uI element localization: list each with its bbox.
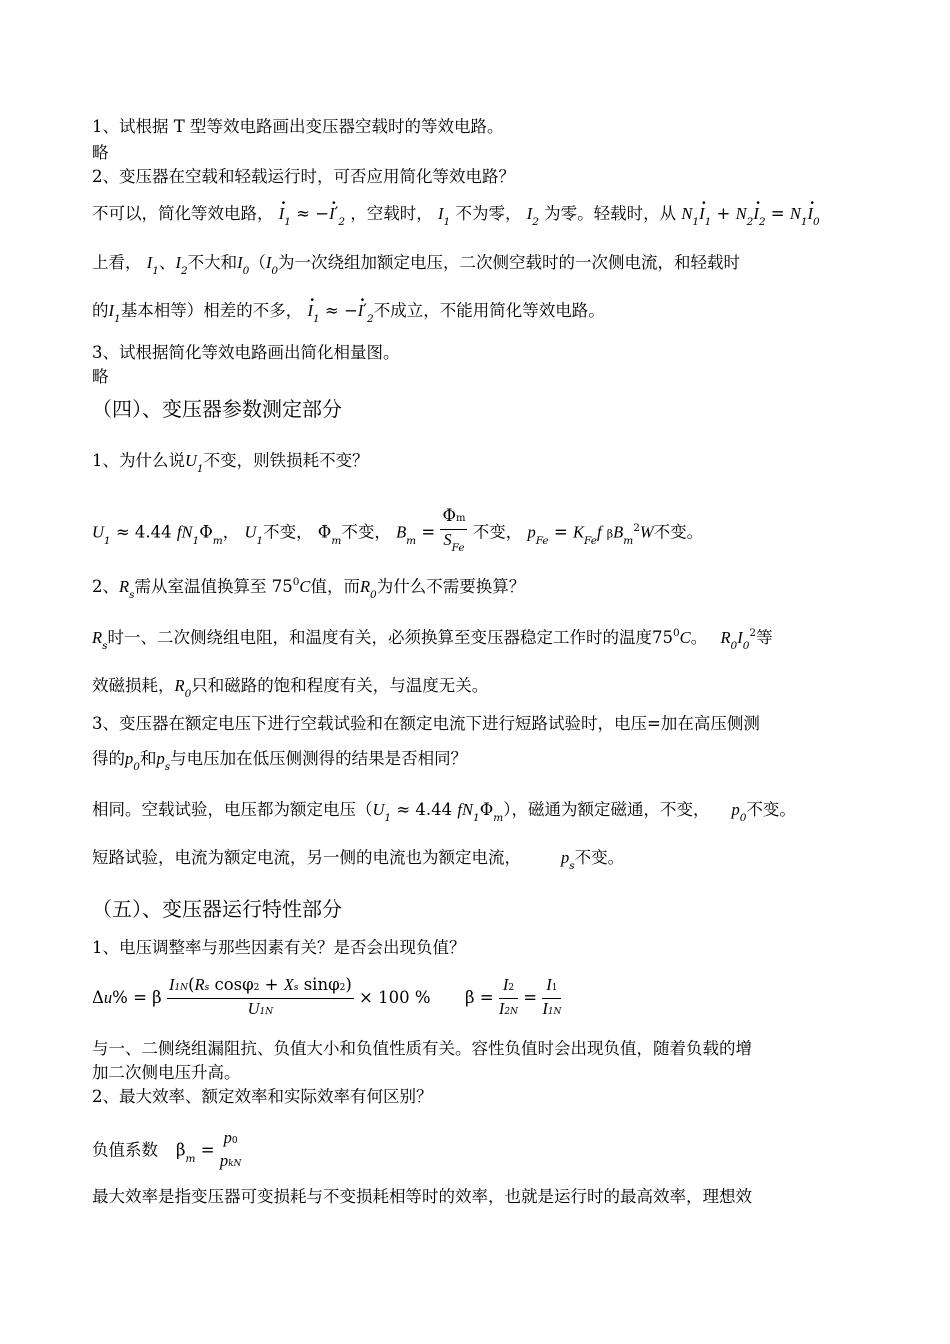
answer-2-line-3: 的$I_1$基本相等）相差的不多， · $I_1$ ≈ −· $I'_2$不成立，不能用简化等效电路。 <box>92 300 605 324</box>
section5-question-2: 2、最大效率、额定效率和实际效率有何区别？ <box>92 1087 433 1106</box>
section4-question-1: 1、为什么说$U_1$不变，则铁损耗不变？ <box>92 451 369 475</box>
answer-2-line-2: 上看， $I_1$、$I_2$不大和$I_0(I_0$为一次绕组加额定电压，二次侧空载时的一次侧电流，和轻载时 <box>92 253 740 277</box>
load-factor-formula: 负值系数 $\beta_m$ = p0 pkN <box>92 1128 242 1170</box>
question-3: 3、试根据简化等效电路画出简化相量图。 <box>92 343 400 362</box>
section4-answer-1: $U_1 \approx 4.44$ $fN_1\Phi_m$， $U_1$不变， $\Phi_m$不变， $B_m$ = $\frac{\Phi m}{S_{Fe}}$ 不变， $p_{Fe} = K_{Fe}f$ $\beta B_m^2W$不变。 <box>92 506 704 554</box>
voltage-regulation-formula: Δu% = β $\frac{\text{I1N(Rs cosφ2 + Xs sinφ2)}}{U1N}$ × 100 % β = $\frac{I2}{I2N}$ = $\frac{I1}{I1N}$ <box>92 975 562 1018</box>
section-heading-4: （四）、变压器参数测定部分 <box>92 397 342 421</box>
section4-answer-3-line-2: 短路试验，电流为额定电流，另一侧的电流也为额定电流， $p_s$不变。 <box>92 848 625 872</box>
section5-question-1: 1、电压调整率与那些因素有关？是否会出现负值？ <box>92 938 466 957</box>
question-1: 1、试根据 T 型等效电路画出变压器空载时的等效电路。 <box>92 117 504 136</box>
section4-question-2: 2、$R_s$需从室温值换算至 $75^0C$值，而$R_0$为什么不需要换算？ <box>92 576 526 601</box>
answer-3: 略 <box>92 367 109 386</box>
section4-question-3-line-1: 3、变压器在额定电压下进行空载试验和在额定电流下进行短路试验时，电压=加在高压侧测 <box>92 714 760 733</box>
section5-answer-1-line-2: 加二次侧电压升高。 <box>92 1063 241 1082</box>
question-2: 2、变压器在空载和轻载运行时，可否应用简化等效电路？ <box>92 167 515 186</box>
section5-answer-1-line-1: 与一、二侧绕组漏阻抗、负值大小和负值性质有关。容性负值时会出现负值，随着负载的增 <box>92 1039 752 1058</box>
section4-answer-2-line-1: $R_s$时一、二次侧绕组电阻，和温度有关，必须换算至变压器稳定工作时的温度$75^0C$。 $R_0I_0^2$等 <box>92 627 773 652</box>
section-heading-5: （五）、变压器运行特性部分 <box>92 897 342 921</box>
answer-1: 略 <box>92 143 109 162</box>
section4-answer-2-line-2: 效磁损耗，$R_0$只和磁路的饱和程度有关，与温度无关。 <box>92 676 489 700</box>
section5-answer-2-line-1: 最大效率是指变压器可变损耗与不变损耗相等时的效率，也就是运行时的最高效率，理想效 <box>92 1187 752 1206</box>
section4-answer-3-line-1: 相同。空载试验，电压都为额定电压（$U_1 \approx 4.44$ $fN_1\Phi_m$），磁通为额定磁通，不变， $p_0$不变。 <box>92 800 796 824</box>
answer-2-line-1: 不可以，简化等效电路， · $I_1$ ≈ −· $I'_2$ ，空载时， $I_1$ 不为零， $I_2$ 为零。轻载时，从 $N_1\cdot I_1 + N_2\cdot I_2 = N_1\cdot I_0$ <box>92 203 820 227</box>
section4-question-3-line-2: 得的$p_0$和$p_s$与电压加在低压侧测得的结果是否相同？ <box>92 749 468 773</box>
